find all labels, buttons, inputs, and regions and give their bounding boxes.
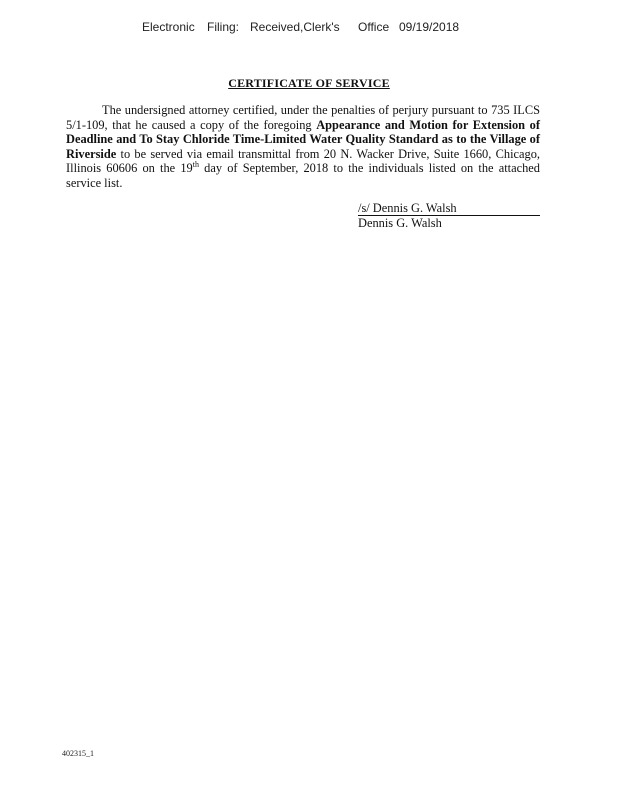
body-text-2: to be served via email transmittal from 20 N. Wacker Drive, Suite 1660, Chicago, Illinois 60606 on the 19 (66, 146, 540, 175)
header-received: Received,Clerk's (250, 20, 340, 34)
signature-name: Dennis G. Walsh (358, 216, 442, 230)
header-electronic: Electronic (142, 20, 195, 34)
body-superscript: th (192, 159, 199, 169)
certificate-body (66, 103, 540, 190)
document-title: CERTIFICATE OF SERVICE (228, 76, 390, 90)
header-office: Office (358, 20, 390, 34)
header-filing: Filing: (207, 20, 240, 34)
body-text-1: The undersigned attorney certified, under the penalties of perjury pursuant to 735 ILCS 5/1-109, that he caused a copy of the foregoing (66, 103, 540, 132)
header-date: 09/19/2018 (399, 20, 460, 34)
body-text-3: day of September, 2018 to the individuals listed on the attached service list. (66, 161, 540, 190)
signature-line: /s/ Dennis G. Walsh (358, 202, 540, 216)
body-bold-title: Appearance and Motion for Extension of Deadline and To Stay Chloride Time-Limited Water Quality Standard as to the Village of Riverside (66, 117, 540, 161)
document-id: 402315_1 (62, 749, 94, 758)
